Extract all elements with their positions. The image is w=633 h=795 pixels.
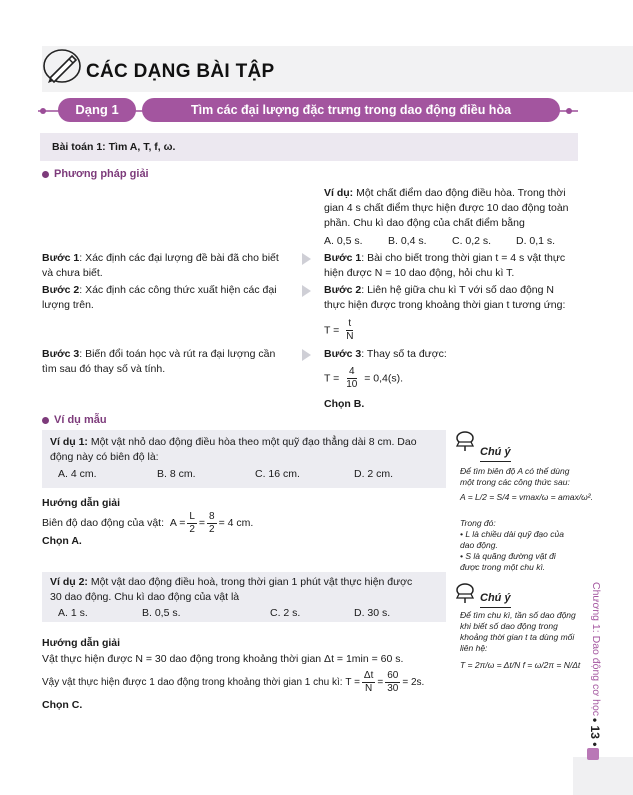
dang-label: Dạng 1 (58, 98, 136, 122)
vi-du-2-question: Ví dụ 2: Một vật dao động điều hoà, trong thời gian 1 phút vật thực hiện được 30 dao động. Chu kì dao động của vật là (50, 576, 413, 603)
note-1-extra: Trong đó: • L là chiều dài quỹ đạo của dao động. • S là quãng đường vật đi được trong một chu kì. (460, 518, 564, 572)
huong-dan-2-line-1: Vật thực hiện được N = 30 dao động trong khoảng thời gian Δt = 1min = 60 s. (42, 653, 404, 665)
buoc-2-right: Bước 2: Liên hệ giữa chu kì T với số dao động N thực hiện được trong khoảng thời gian t tương ứng: (324, 284, 566, 311)
dang-dot-left (40, 108, 46, 114)
dang-dot-right (566, 108, 572, 114)
arrow-1-icon (302, 253, 311, 265)
page-title: CÁC DẠNG BÀI TẬP (86, 61, 275, 82)
page-number: • 13 • (588, 718, 602, 747)
section-dot-2 (42, 417, 49, 424)
buoc-2-left: Bước 2: Xác định các công thức xuất hiện các đại lượng trên. (42, 284, 277, 311)
huong-dan-giai-1: Hướng dẫn giải (42, 497, 121, 509)
buoc-1-right: Bước 1: Bài cho biết trong thời gian t = 4 s vật thực hiện được N = 10 dao động, hỏi chu kì T. (324, 252, 566, 279)
pushpin-icon (455, 430, 481, 452)
note-2-formula: T = 2π/ω = Δt/N f = ω/2π = N/Δt (460, 660, 581, 670)
bai-toan-heading: Bài toán 1: Tìm A, T, f, ω. (52, 141, 176, 153)
note-1-intro: Để tìm biên độ A có thể dùng một trong các công thức sau: (460, 466, 570, 487)
page-corner (573, 757, 633, 795)
huong-dan-2-line-2: Vậy vật thực hiện được 1 dao động trong khoảng thời gian 1 chu kì: T = $\frac{\Delta t}{N}$ = $\frac{60}{30}$ = 2s. (42, 670, 425, 694)
chon-a: Chọn A. (42, 535, 82, 547)
buoc-1-left: Bước 1: Xác định các đại lượng đề bài đã cho biết và chưa biết. (42, 252, 279, 279)
buoc-3-left: Bước 3: Biến đổi toán học và rút ra đại lượng cần tìm sau đó thay số và tính. (42, 348, 276, 375)
pencil-icon (42, 48, 82, 84)
formula-t-over-n: T = $\frac{t}{N}$ (324, 318, 354, 342)
huong-dan-giai-2: Hướng dẫn giải (42, 637, 121, 649)
note-1-formula: A = L/2 = S/4 = vmax/ω = amax/ω². (460, 492, 593, 502)
chon-b: Chọn B. (324, 398, 365, 410)
arrow-2-icon (302, 285, 311, 297)
vi-du-1-question: Ví dụ 1: Một vật nhỏ dao động điều hòa theo một quỹ đạo thẳng dài 8 cm. Dao động này có biên độ là: (50, 436, 417, 463)
page-marker (587, 748, 599, 760)
arrow-3-icon (302, 349, 311, 361)
note-2-intro: Để tìm chu kì, tần số dao động khi biết số dao động trong khoảng thời gian t ta dùng mối liên hệ: (460, 610, 576, 653)
buoc-3-right: Bước 3: Thay số ta được: (324, 348, 447, 360)
pushpin-icon-2 (455, 582, 481, 604)
section-dot (42, 171, 49, 178)
vi-du-text: Ví dụ: Một chất điểm dao động điều hòa. Trong thời gian 4 s chất điểm thực hiện được 10 dao động toàn phần. Chu kì dao động của chất điểm bằng (324, 187, 569, 229)
dang-title: Tìm các đại lượng đặc trưng trong dao động điều hòa (142, 98, 560, 122)
formula-t-value: T = $\frac{4}{10}$ = 0,4(s). (324, 366, 404, 390)
chon-c: Chọn C. (42, 699, 83, 711)
vi-du-options: A. 0,5 s. B. 0,4 s. C. 0,2 s. D. 0,1 s. (324, 235, 556, 247)
huong-dan-1-text: Biên độ dao động của vật: A = $\frac{L}{2}$ = $\frac{8}{2}$ = 4 cm. (42, 511, 254, 535)
section-title-vi-du-mau: Ví dụ mẫu (54, 414, 107, 426)
chapter-label: Chương 1: Dao động cơ học (589, 582, 602, 717)
vi-du-2-options: A. 1 s. B. 0,5 s. C. 2 s. D. 30 s. (58, 607, 391, 619)
note-1-title: Chú ý (480, 444, 511, 462)
note-2-title: Chú ý (480, 590, 511, 608)
vi-du-1-options: A. 4 cm. B. 8 cm. C. 16 cm. D. 2 cm. (58, 468, 394, 480)
section-title-phuong-phap: Phương pháp giải (54, 168, 149, 180)
